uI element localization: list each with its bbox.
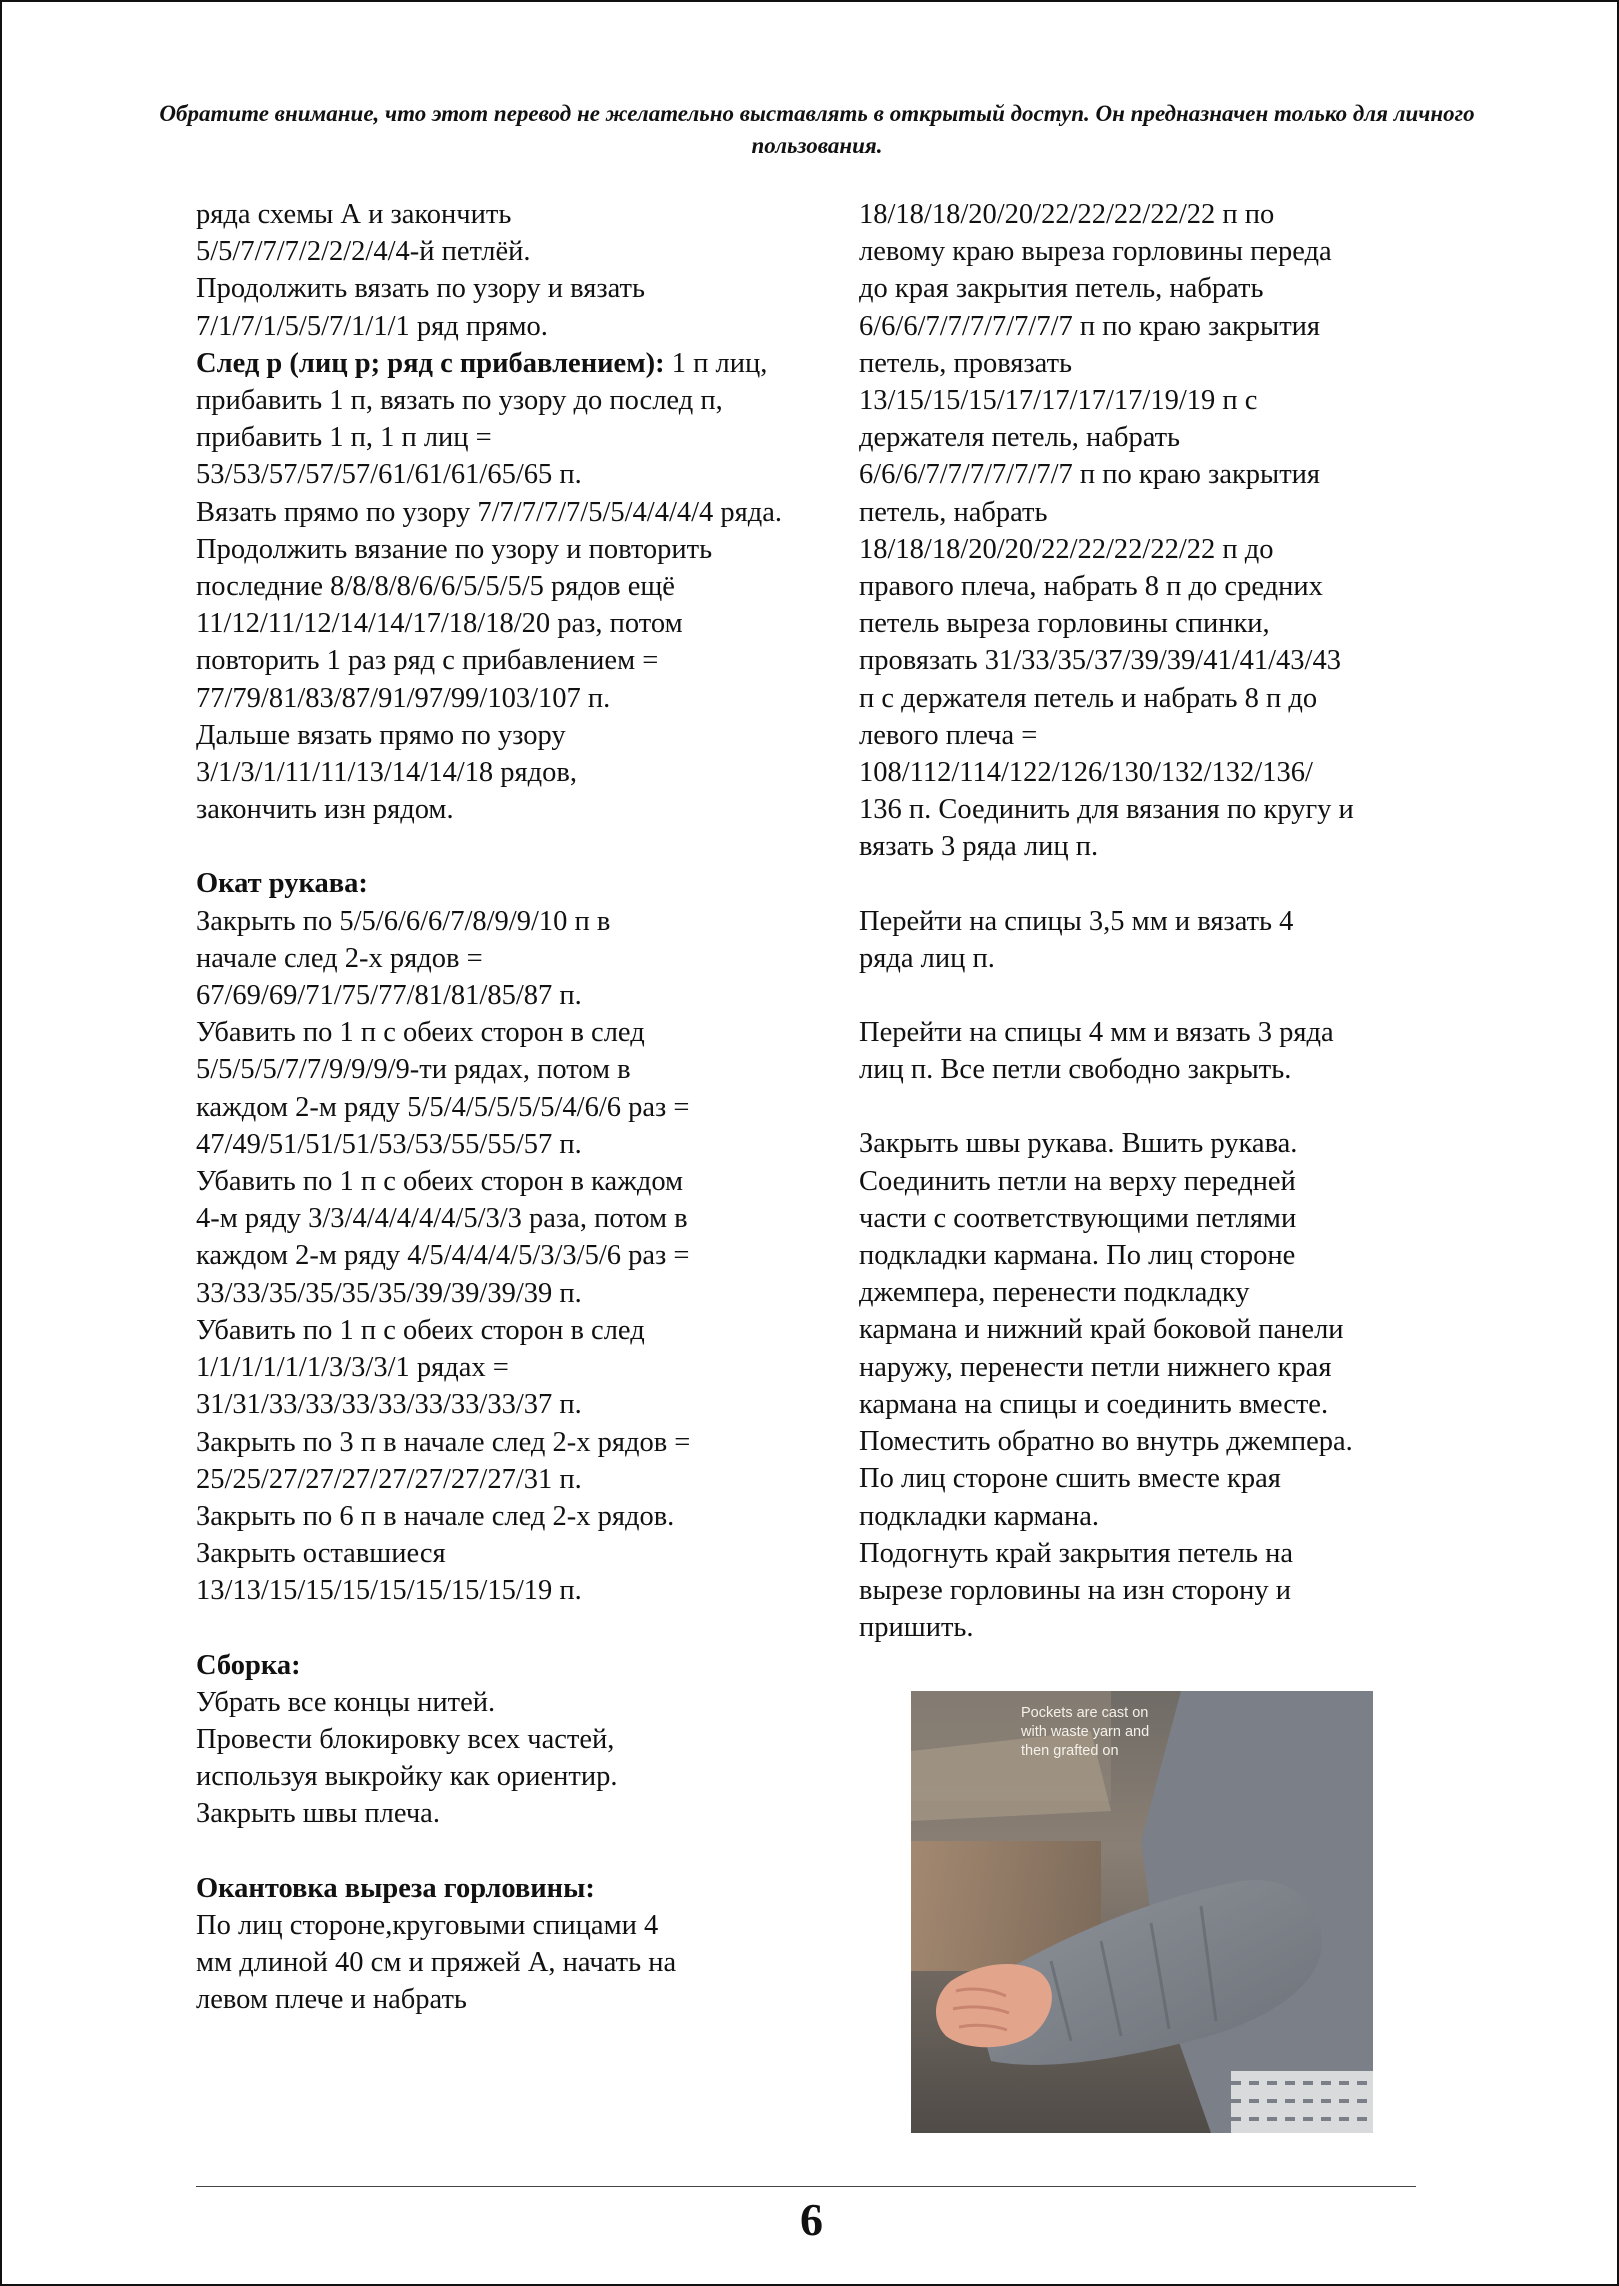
assembly-text: Убрать все концы нитей. Провести блокировку всех частей, используя выкройку как ориентир. Закрыть швы плеча.: [196, 1686, 618, 1830]
finishing-text: Закрыть швы рукава. Вшить рукава. Соединить петли на верху передней части с соответствующими петлями подкладки кармана. По лиц стороне джемпера, перенести подкладку кармана и нижний край боковой панели наружу, перенести петли нижнего края кармана на спицы и соединить вместе. Поместить обратно во внутрь джемпера. По лиц стороне сшить вместе края подкладки кармана. Подогнуть край закрытия петель на вырезе горловины на изн сторону и пришить.: [859, 1128, 1353, 1644]
neckband-text: По лиц стороне,круговыми спицами 4 мм длиной 40 см и пряжей А, начать на левом плече и набрать: [196, 1909, 677, 2016]
increase-row-text: 1 п лиц, прибавить 1 п, вязать по узору до послед п, прибавить 1 п, 1 п лиц = 53/53/57/57/57/61/61/61/65/65 п. Вязать прямо по узору 7/7/7/7/7/5/5/4/4/4/4 ряда. Продолжить вязание по узору и повторить последние 8/8/8/8/6/6/5/5/5/5 рядов ещё 11/12/11/12/14/14/17/18/18/20 раз, потом повторить 1 раз ряд с прибавлением = 77/79/81/83/87/91/97/99/103/107 п. Дальше вязать прямо по узору 3/1/3/1/11/11/13/14/14/18 рядов, закончить изн рядом.: [196, 347, 783, 826]
sleeve-cap-heading: Окат рукава:: [196, 868, 368, 900]
increase-row-heading: След р (лиц р; ряд с прибавлением):: [196, 347, 665, 379]
neckband-pickup-text: 18/18/18/20/20/22/22/22/22/22 п по левому краю выреза горловины переда до края закрытия петель, набрать 6/6/6/7/7/7/7/7/7/7 п по краю закрытия петель, провязать 13/15/15/15/17/17/17/17/19/19 п с держателя петель, набрать 6/6/6/7/7/7/7/7/7/7 п по краю закрытия петель, набрать 18/18/18/20/20/22/22/22/22/22 п до правого плеча, набрать 8 п до средних петель выреза горловины спинки, провязать 31/33/35/37/39/39/41/41/43/43 п с держателя петель и набрать 8 п до левого плеча = 108/112/114/122/126/130/132/132/136/ 136 п. Соединить для вязания по кругу и вязать 3 ряда лиц п.: [859, 199, 1354, 863]
increase-row-paragraph: [196, 345, 786, 829]
right-column: [859, 196, 1439, 1646]
needle-change-text: Перейти на спицы 3,5 мм и вязать 4 ряда лиц п.: [859, 905, 1294, 974]
footer-divider: [196, 2186, 1416, 2187]
page-number: 6: [800, 2194, 823, 2245]
assembly-heading: Сборка:: [196, 1649, 301, 1681]
photo-caption: Pockets are cast on with waste yarn and then grafted on: [1021, 1705, 1150, 1759]
bind-off-text: Перейти на спицы 4 мм и вязать 3 ряда лиц п. Все петли свободно закрыть.: [859, 1017, 1334, 1086]
sweater-pocket-photo: [911, 1691, 1373, 2133]
sleeve-cap-text: Закрыть по 5/5/6/6/6/7/8/9/9/10 п в начале след 2-х рядов = 67/69/69/71/75/77/81/81/85/87 п. Убавить по 1 п с обеих сторон в след 5/5/5/5/7/7/9/9/9/9-ти рядах, потом в каждом 2-м ряду 5/5/4/5/5/5/5/4/6/6 раз = 47/49/51/51/51/53/53/55/55/57 п. Убавить по 1 п с обеих сторон в каждом 4-м ряду 3/3/4/4/4/4/4/5/3/3 раза, потом в каждом 2-м ряду 4/5/4/4/4/5/3/3/5/6 раз = 33/33/35/35/35/35/39/39/39/39 п. Убавить по 1 п с обеих сторон в след 1/1/1/1/1/1/3/3/3/1 рядах = 31/31/33/33/33/33/33/33/33/37 п. Закрыть по 3 п в начале след 2-х рядов = 25/25/27/27/27/27/27/27/27/31 п. Закрыть по 6 п в начале след 2-х рядов. Закрыть оставшиеся 13/13/15/15/15/15/15/15/15/19 п.: [196, 905, 691, 1607]
left-column: [196, 196, 786, 2018]
neckband-heading: Окантовка выреза горловины:: [196, 1872, 595, 1904]
translation-notice: Обратите внимание, что этот перевод не желательно выставлять в открытый доступ. Он предназначен только для личного пользования.: [159, 101, 1475, 158]
pattern-paragraph: ряда схемы А и закончить 5/5/7/7/7/2/2/2/4/4-й петлёй. Продолжить вязать по узору и вязать 7/1/7/1/5/5/7/1/1/1 ряд прямо.: [196, 199, 645, 342]
